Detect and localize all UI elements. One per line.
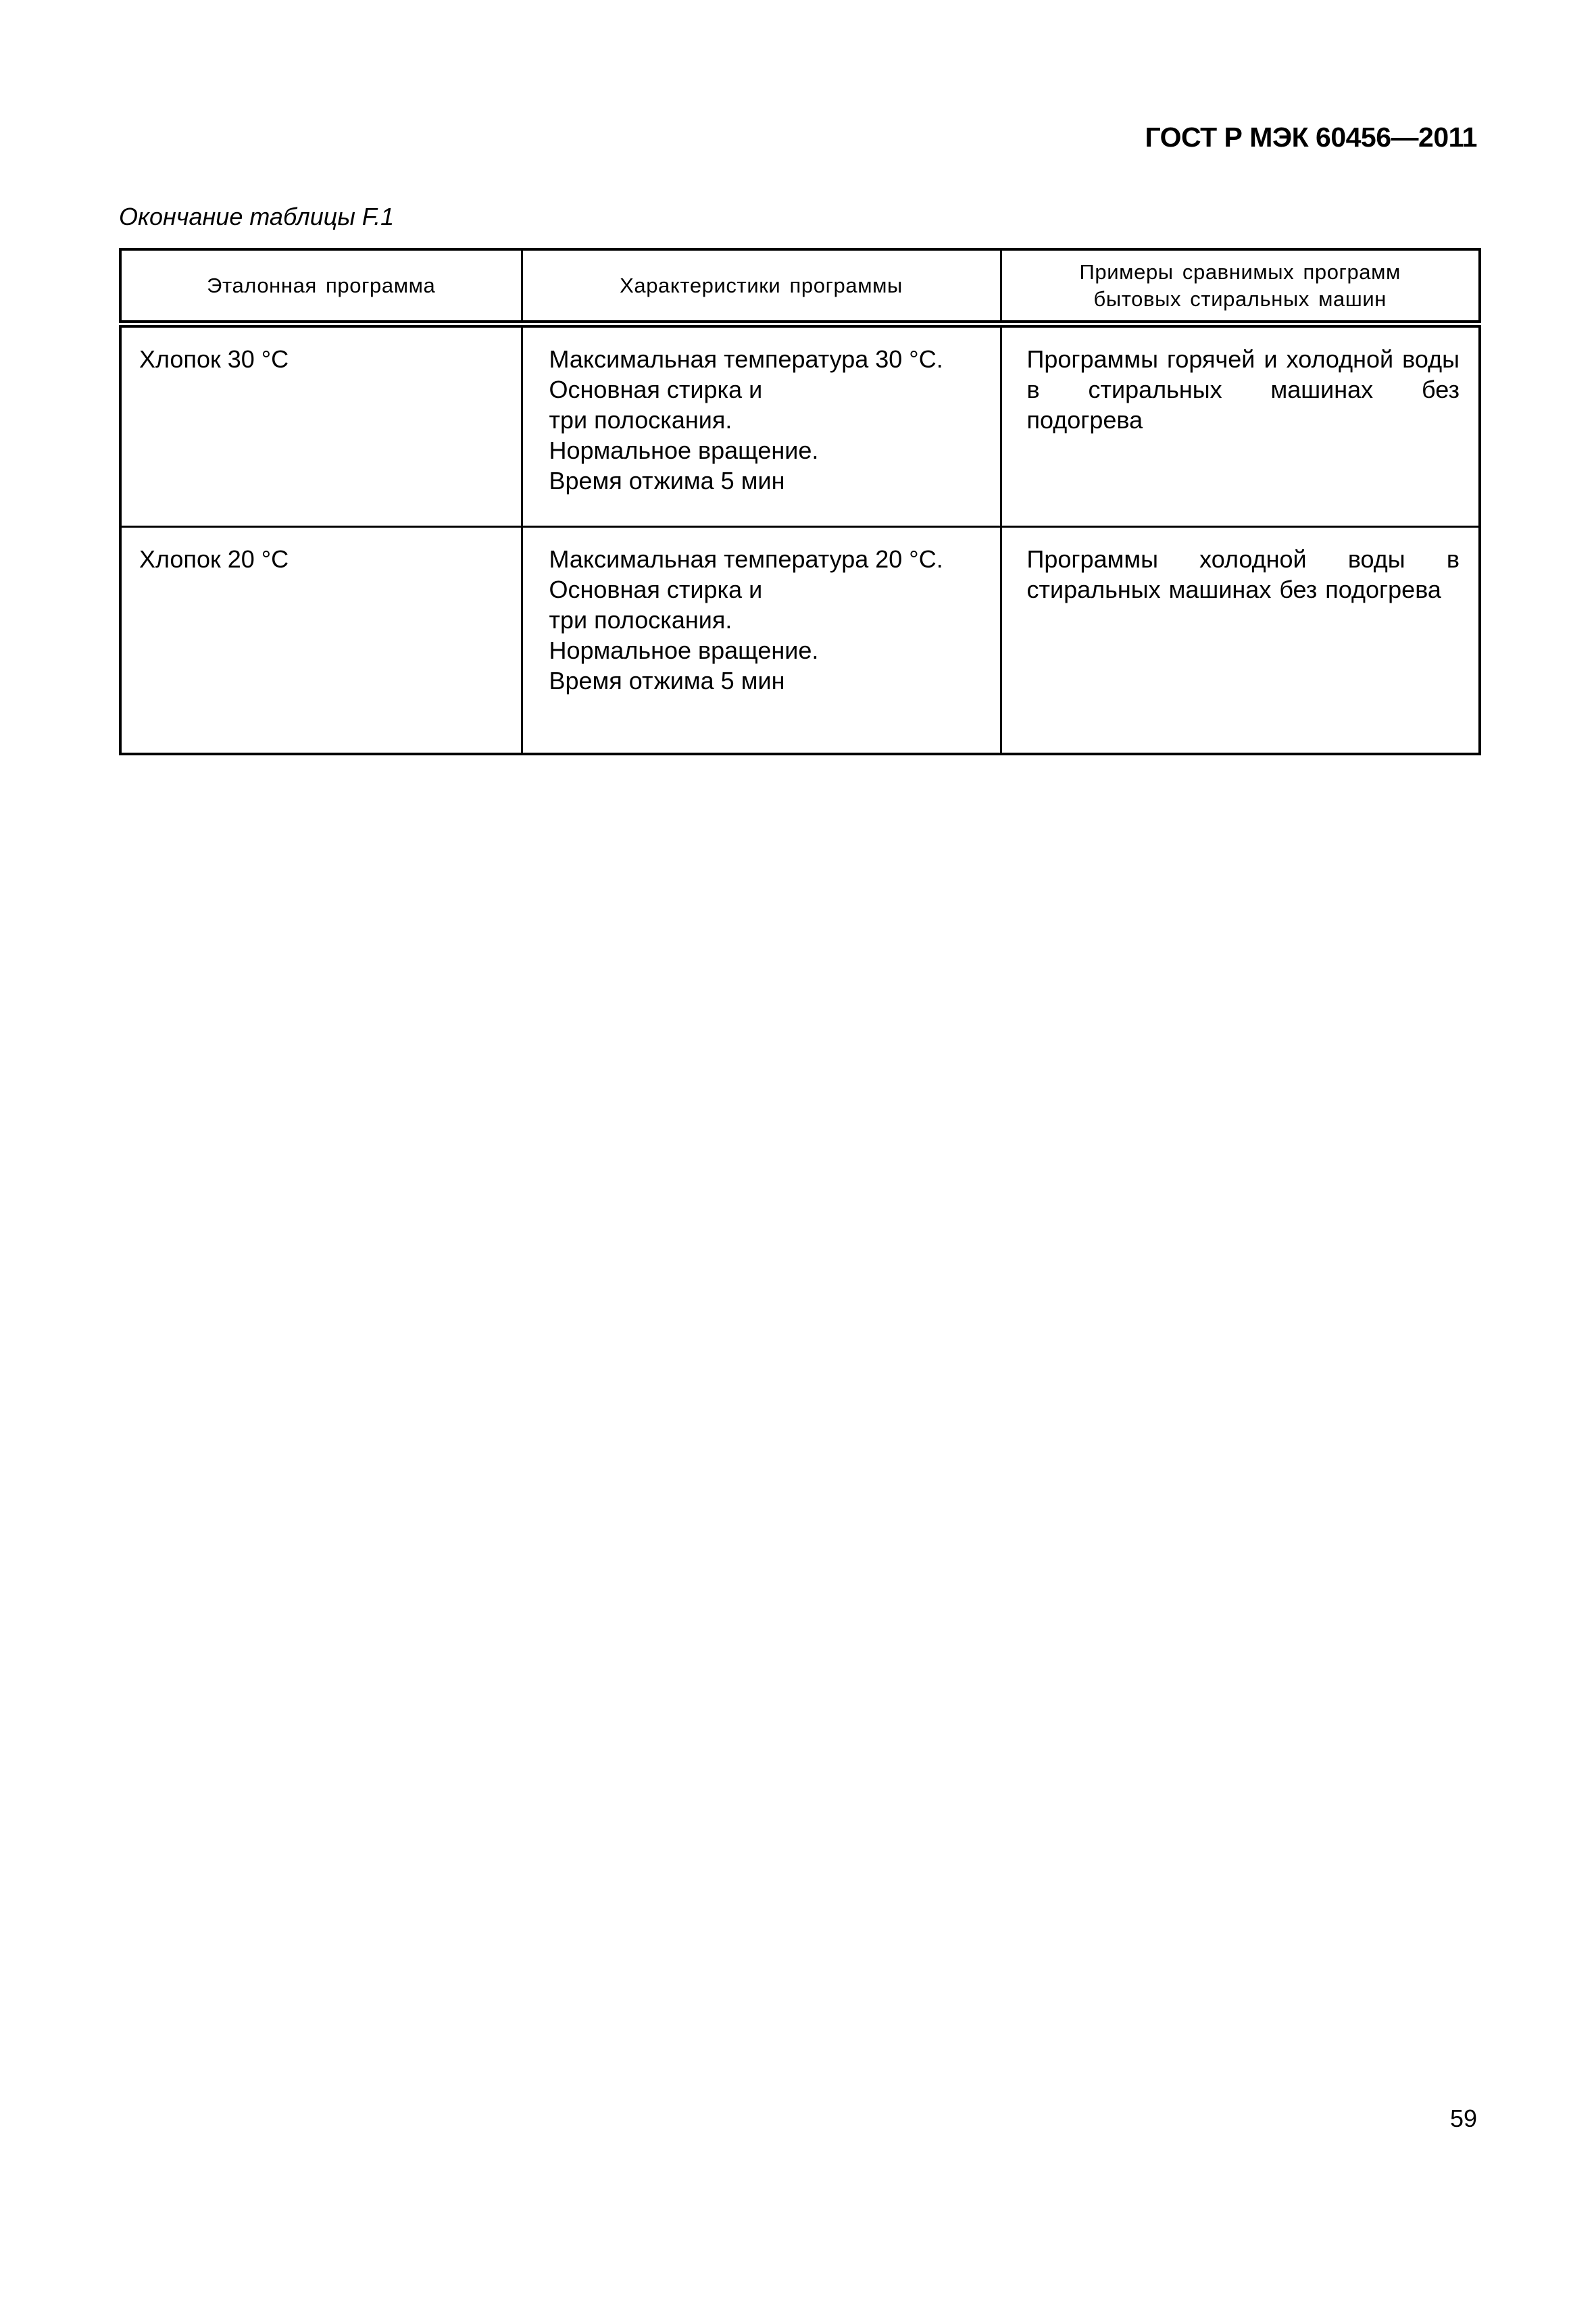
comparable-programs-cell: Программы холодной воды в стиральных машинах без подогрева: [1001, 527, 1480, 755]
document-standard-header: ГОСТ Р МЭК 60456—2011: [1145, 122, 1477, 153]
characteristic-line: три полоскания.: [549, 606, 732, 634]
column-header-reference-program: Эталонная программа: [120, 249, 522, 324]
characteristic-line: Время отжима 5 мин: [549, 667, 785, 695]
program-characteristics-cell: [522, 324, 1001, 527]
characteristic-line: Нормальное вращение.: [549, 636, 819, 664]
characteristic-line: Максимальная температура 30 °С.: [549, 345, 943, 373]
program-characteristics-cell: [522, 527, 1001, 755]
characteristic-line: Основная стирка и: [549, 376, 763, 403]
reference-program-cell: Хлопок 20 °С: [120, 527, 522, 755]
column-header-comparable-programs: Примеры сравнимых программ бытовых стиральных машин: [1001, 249, 1480, 324]
table-header: [120, 249, 1480, 324]
table-caption: Окончание таблицы F.1: [119, 203, 395, 230]
reference-programs-table: [119, 248, 1481, 755]
page-number: 59: [1449, 2105, 1477, 2132]
table-body: [120, 324, 1480, 755]
table-row: [120, 324, 1480, 527]
table-row: [120, 527, 1480, 755]
column-header-program-characteristics: Характеристики программы: [522, 249, 1001, 324]
characteristic-line: три полоскания.: [549, 406, 732, 434]
characteristic-line: Время отжима 5 мин: [549, 467, 785, 495]
characteristic-line: Основная стирка и: [549, 576, 763, 603]
comparable-programs-cell: Программы горячей и холодной воды в стиральных машинах без подогрева: [1001, 324, 1480, 527]
reference-program-cell: Хлопок 30 °С: [120, 324, 522, 527]
characteristic-line: Нормальное вращение.: [549, 436, 819, 464]
table-header-row: [120, 249, 1480, 324]
characteristic-line: Максимальная температура 20 °С.: [549, 545, 943, 573]
